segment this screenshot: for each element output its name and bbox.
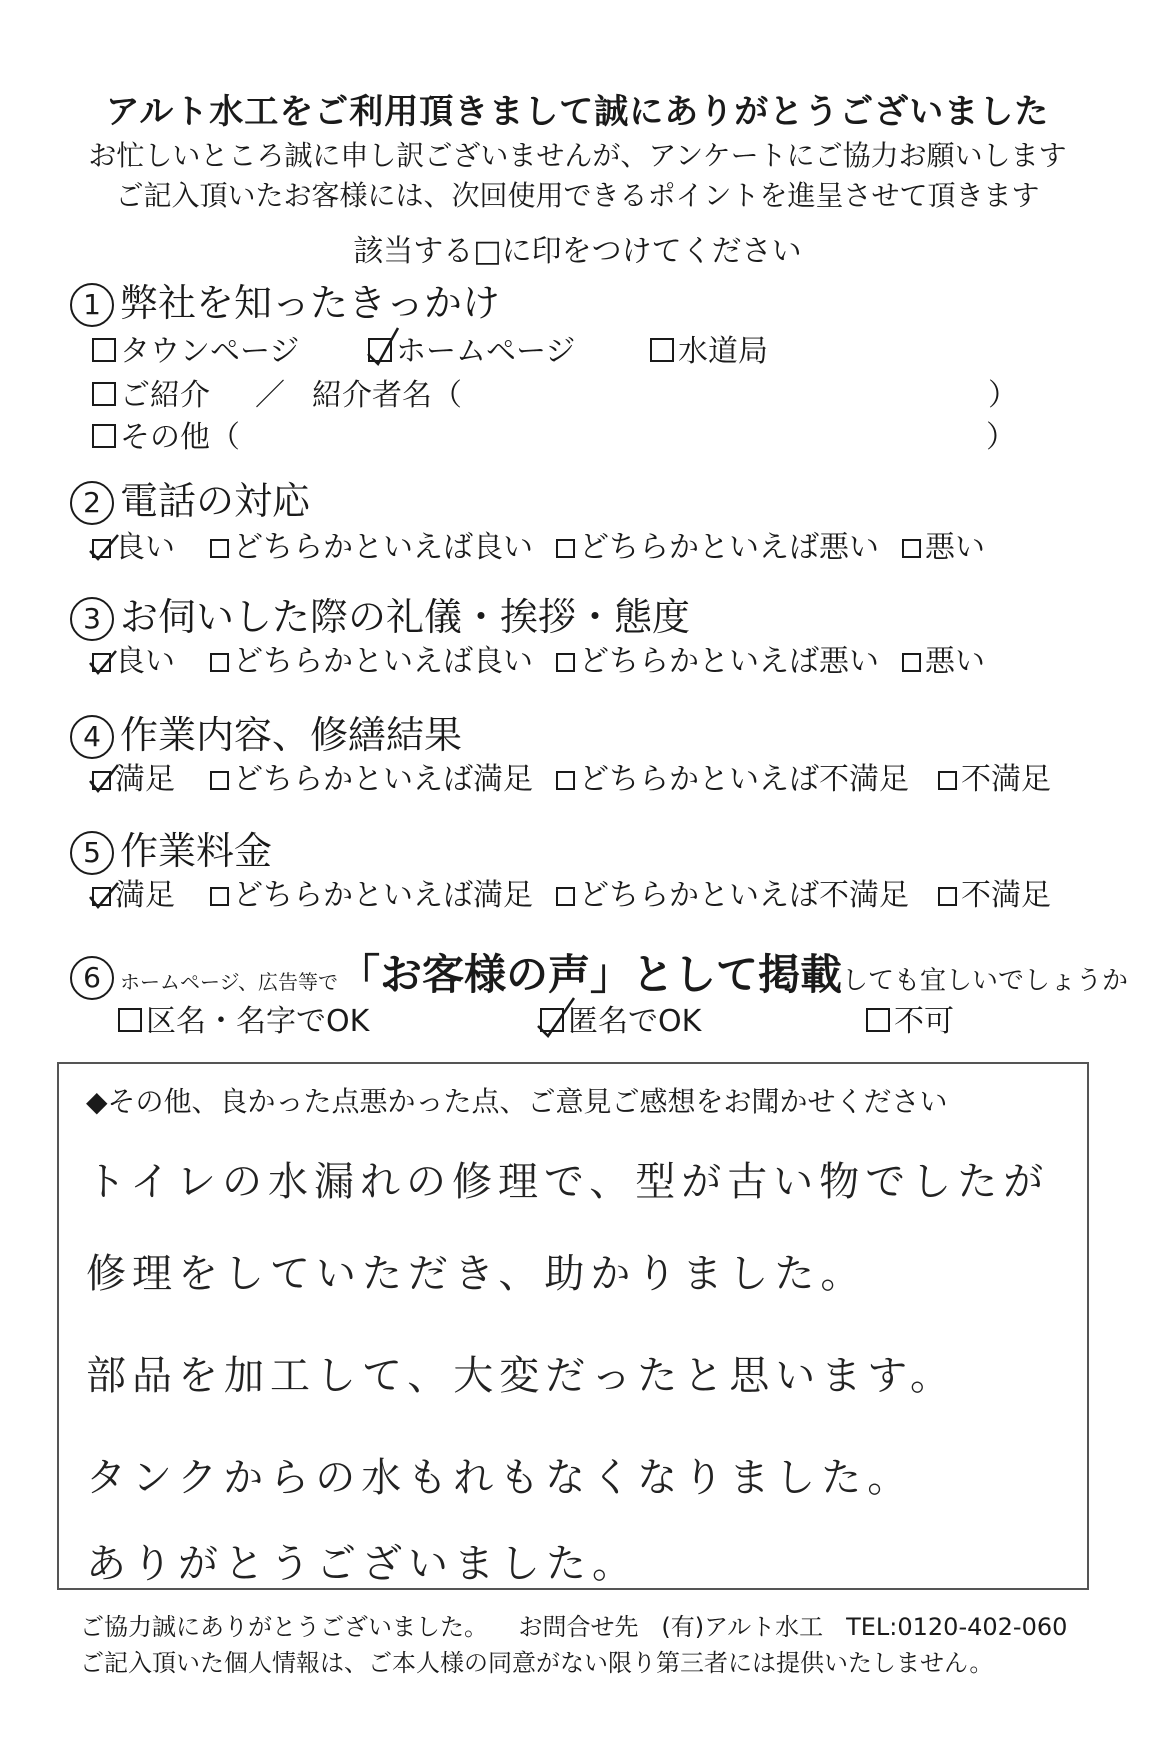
q5-option-somewhat-unsatisfied[interactable]: どちらかといえば不満足 [556,870,909,914]
q4-option-somewhat-satisfied[interactable]: どちらかといえば満足 [210,754,533,798]
comment-heading: ◆その他、良かった点悪かった点、ご意見ご感想をお聞かせください [86,1085,948,1118]
q5-number: 5 [70,831,114,875]
q2-option-bad[interactable]: 悪い [902,522,985,566]
footer-contact-label: お問合せ先 [518,1613,639,1641]
q3-option-good[interactable]: 良い [92,636,175,680]
checkbox[interactable] [210,887,229,906]
handwritten-line: トイレの水漏れの修理で、型が古い物でしたが [86,1159,1050,1205]
instruction: 該当する□に印をつけてください [353,234,802,269]
handwritten-line: タンクからの水もれもなくなりました。 [86,1455,914,1501]
q2-option-somewhat-good[interactable]: どちらかといえば良い [210,522,533,566]
q2-option-somewhat-bad[interactable]: どちらかといえば悪い [556,522,879,566]
survey-reward-note: ご記入頂いたお客様には、次回使用できるポイントを進呈させて頂きます [115,179,1040,212]
q6-option-name-ok[interactable]: 区名・名字でOK [118,996,369,1040]
checkbox-checked[interactable] [368,338,392,362]
q2-option-good[interactable]: 良い [92,522,175,566]
checkbox-checked[interactable] [92,887,111,906]
checkbox[interactable] [938,887,957,906]
checkbox[interactable] [210,771,229,790]
footer-contact [80,1607,1067,1642]
q1-option-other[interactable]: その他（ [92,412,240,456]
q5-title: 5 作業料金 [70,820,272,875]
handwritten-line: 部品を加工して、大変だったと思います。 [86,1353,956,1399]
q3-title: 3 お伺いした際の礼儀・挨拶・態度 [70,586,690,641]
footer-privacy: ご記入頂いた個人情報は、ご本人様の同意がない限り第三者には提供いたしません。 [80,1649,994,1677]
checkbox[interactable] [556,653,575,672]
checkbox-checked[interactable] [540,1008,564,1032]
checkbox[interactable] [92,338,116,362]
checkbox[interactable] [92,424,116,448]
checkbox[interactable] [92,382,116,406]
q2-number: 2 [70,481,114,525]
handwritten-line: 修理をしていただき、助かりました。 [86,1251,867,1297]
q1-number: 1 [70,283,114,327]
q6-suffix: しても宜しいでしょうか [842,966,1129,996]
q1-option-homepage[interactable]: ホームページ [368,326,575,370]
q4-option-satisfied[interactable]: 満足 [92,754,175,798]
q2-title: 2 電話の対応 [70,470,310,525]
referral-separator: ／ [255,378,285,413]
checkbox[interactable] [866,1008,890,1032]
survey-title: アルト水工をご利用頂きまして誠にありがとうございました [105,92,1050,132]
checkbox[interactable] [650,338,674,362]
q1-option-waterworks[interactable]: 水道局 [650,326,768,370]
handwritten-line: ありがとうございました。 [86,1541,638,1587]
checkbox[interactable] [556,887,575,906]
q6-option-not-allowed[interactable]: 不可 [866,996,954,1040]
comment-box[interactable] [57,1062,1089,1590]
checkbox-checked[interactable] [92,771,111,790]
q3-option-bad[interactable]: 悪い [902,636,985,680]
checkbox[interactable] [902,539,921,558]
q6-highlight: 「お客様の声」として掲載 [338,950,843,999]
q6-title [70,942,1128,1002]
checkbox[interactable] [210,653,229,672]
check-mark-icon [536,996,580,1042]
checkbox-checked[interactable] [92,539,111,558]
q1-option-referral[interactable]: ご紹介 [92,370,210,414]
q6-option-anonymous-ok[interactable]: 匿名でOK [540,996,701,1040]
footer-tel: TEL:0120-402-060 [846,1613,1068,1641]
other-close: ） [986,420,1016,455]
q4-option-unsatisfied[interactable]: 不満足 [938,754,1051,798]
q1-option-townpage[interactable]: タウンページ [92,326,299,370]
checkbox[interactable] [118,1008,142,1032]
checkbox-checked[interactable] [92,653,111,672]
footer-company: (有)アルト水工 [661,1613,824,1641]
referrer-name-label: 紹介者名（ [312,378,462,413]
checkbox[interactable] [902,653,921,672]
check-mark-icon [88,875,122,911]
q5-option-satisfied[interactable]: 満足 [92,870,175,914]
checkbox[interactable] [556,539,575,558]
q1-title-text: 弊社を知ったきっかけ [120,281,501,325]
q3-option-somewhat-bad[interactable]: どちらかといえば悪い [556,636,879,680]
check-mark-icon [88,527,122,563]
q6-number: 6 [70,956,114,1000]
q5-option-somewhat-satisfied[interactable]: どちらかといえば満足 [210,870,533,914]
checkbox[interactable] [938,771,957,790]
checkbox[interactable] [210,539,229,558]
q3-number: 3 [70,597,114,641]
q4-number: 4 [70,715,114,759]
q3-option-somewhat-good[interactable]: どちらかといえば良い [210,636,533,680]
check-mark-icon [88,641,122,677]
survey-request: お忙しいところ誠に申し訳ございませんが、アンケートにご協力お願いします [88,139,1067,172]
check-mark-icon [364,326,404,370]
check-mark-icon [88,759,122,795]
q4-option-somewhat-unsatisfied[interactable]: どちらかといえば不満足 [556,754,909,798]
q4-title: 4 作業内容、修繕結果 [70,704,462,759]
q6-prefix: ホームページ、広告等で [120,970,338,994]
q5-option-unsatisfied[interactable]: 不満足 [938,870,1051,914]
checkbox[interactable] [556,771,575,790]
footer-thanks: ご協力誠にありがとうございました。 [80,1613,488,1641]
q1-title [70,272,500,327]
referrer-name-close: ） [988,378,1018,413]
